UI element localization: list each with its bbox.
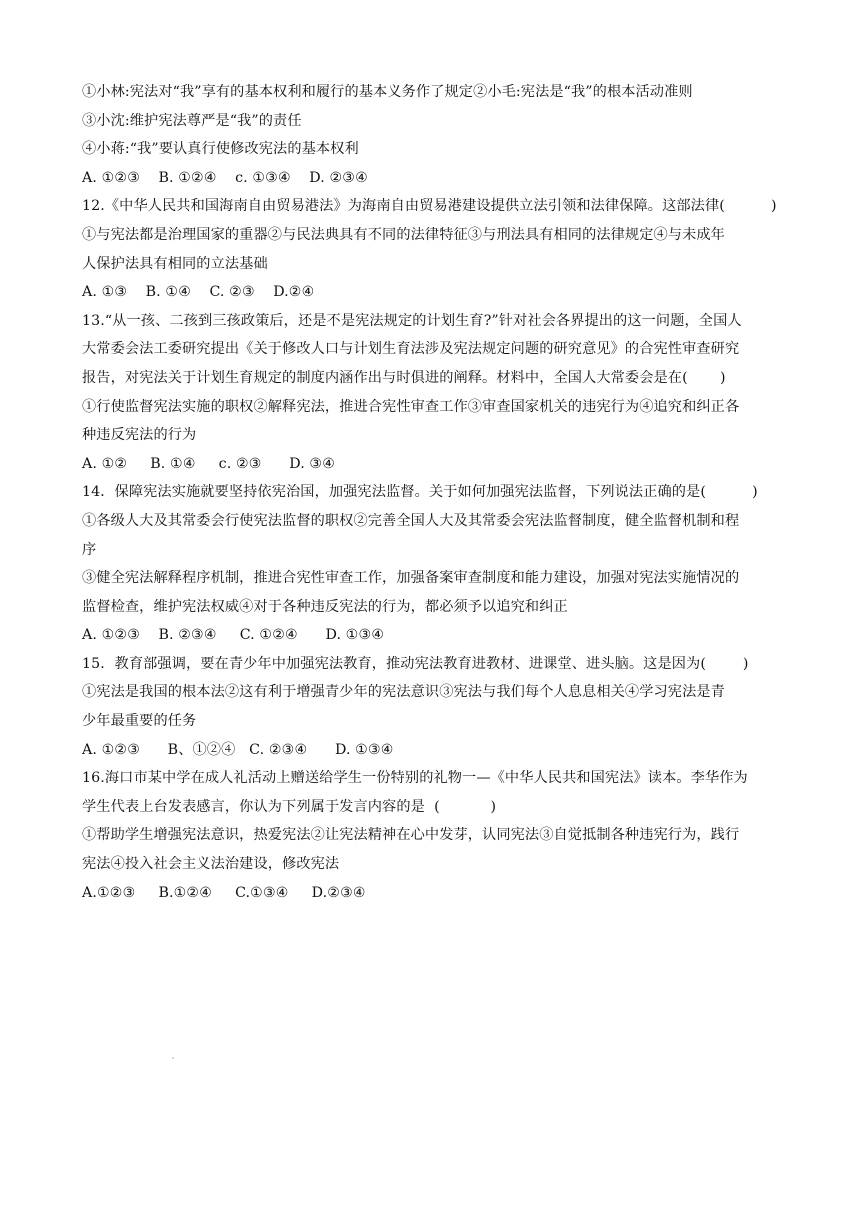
scan-speck [172,1057,174,1059]
question-13 [82,307,790,479]
q14-stem: 14．保障宪法实施就要坚持依宪治国，加强宪法监督。关于如何加强宪法监督，下列说法正确的是( ) [82,484,758,501]
q16-statements-line-1: ①帮助学生增强宪法意识，热爱宪法②让宪法精神在心中发芽，认同宪法③自觉抵制各种违宪行为，践行 [82,827,740,844]
question-15 [82,650,790,764]
q12-statements-line-2: 人保护法具有相同的立法基础 [82,255,268,272]
q14-statements-line-2: 序 [82,541,97,558]
q11-statement-4: ④小蒋:“我”要认真行使修改宪法的基本权利 [82,141,359,158]
q12-stem: 12.《中华人民共和国海南自由贸易港法》为海南自由贸易港建设提供立法引领和法律保障。这部法律( ) [82,198,777,215]
q16-stem-line-2: 学生代表上台发表感言，你认为下列属于发言内容的是 ( ) [82,798,497,815]
question-16 [82,764,790,907]
q16-statements-line-2: 宪法④投入社会主义法治建设，修改宪法 [82,856,340,873]
q13-stem-line-1: 13.“从一孩、二孩到三孩政策后，还是不是宪法规定的计划生育?”针对社会各界提出的这一问题，全国人 [82,312,742,329]
q13-statements-line-1: ①行使监督宪法实施的职权②解释宪法，推进合宪性审查工作③审查国家机关的违宪行为④追究和纠正各 [82,398,740,415]
q14-statements-line-3: ③健全宪法解释程序机制，推进合宪性审查工作，加强备案审查制度和能力建设，加强对宪法实施情况的 [82,570,740,587]
q11-options: A. ①②③ B. ①②④ c. ①③④ D. ②③④ [82,169,368,186]
q15-options: A. ①②③ B、①②④ C. ②③④ D. ①③④ [82,741,394,758]
q15-stem: 15．教育部强调，要在青少年中加强宪法教育，推动宪法教育进教材、进课堂、进头脑。这是因为( ) [82,655,749,672]
q16-stem-line-1: 16.海口市某中学在成人礼活动上赠送给学生一份特别的礼物一—《中华人民共和国宪法》读本。李华作为 [82,770,748,787]
q13-stem-line-3: 报告，对宪法关于计划生育规定的制度内涵作出与时俱进的阐释。材料中，全国人大常委会是在( ) [82,369,726,386]
q13-options: A. ①② B. ①④ c. ②③ D. ③④ [82,455,336,472]
q11-statement-1-2: ①小林:宪法对“我”享有的基本权利和履行的基本义务作了规定②小毛:宪法是“我”的根本活动准则 [82,84,693,100]
q14-options: A. ①②③ B. ②③④ C. ①②④ D. ①③④ [82,627,385,644]
question-12 [82,192,790,306]
q13-statements-line-2: 种违反宪法的行为 [82,427,197,444]
q11-statement-3: ③小沈:维护宪法尊严是“我”的责任 [82,112,302,129]
q13-stem-line-2: 大常委会法工委研究提出《关于修改人口与计划生育法涉及宪法规定问题的研究意见》的合宪性审查研究 [82,341,740,358]
q15-statements-line-2: 少年最重要的任务 [82,713,197,730]
question-11-continued [82,78,790,192]
q16-options: A.①②③ B.①②④ C.①③④ D.②③④ [82,884,366,901]
q12-options: A. ①③ B. ①④ C. ②③ D.②④ [82,284,315,301]
question-14 [82,478,790,650]
q12-statements-line-1: ①与宪法都是治理国家的重器②与民法典具有不同的法律特征③与刑法具有相同的法律规定④与未成年 [82,226,725,243]
q14-statements-line-4: 监督检查，维护宪法权威④对于各种违反宪法的行为，都必须予以追究和纠正 [82,598,568,615]
q14-statements-line-1: ①各级人大及其常委会行使宪法监督的职权②完善全国人大及其常委会宪法监督制度，健全监督机制和程 [82,512,740,529]
q15-statements-line-1: ①宪法是我国的根本法②这有利于增强青少年的宪法意识③宪法与我们每个人息息相关④学习宪法是青 [82,684,725,701]
